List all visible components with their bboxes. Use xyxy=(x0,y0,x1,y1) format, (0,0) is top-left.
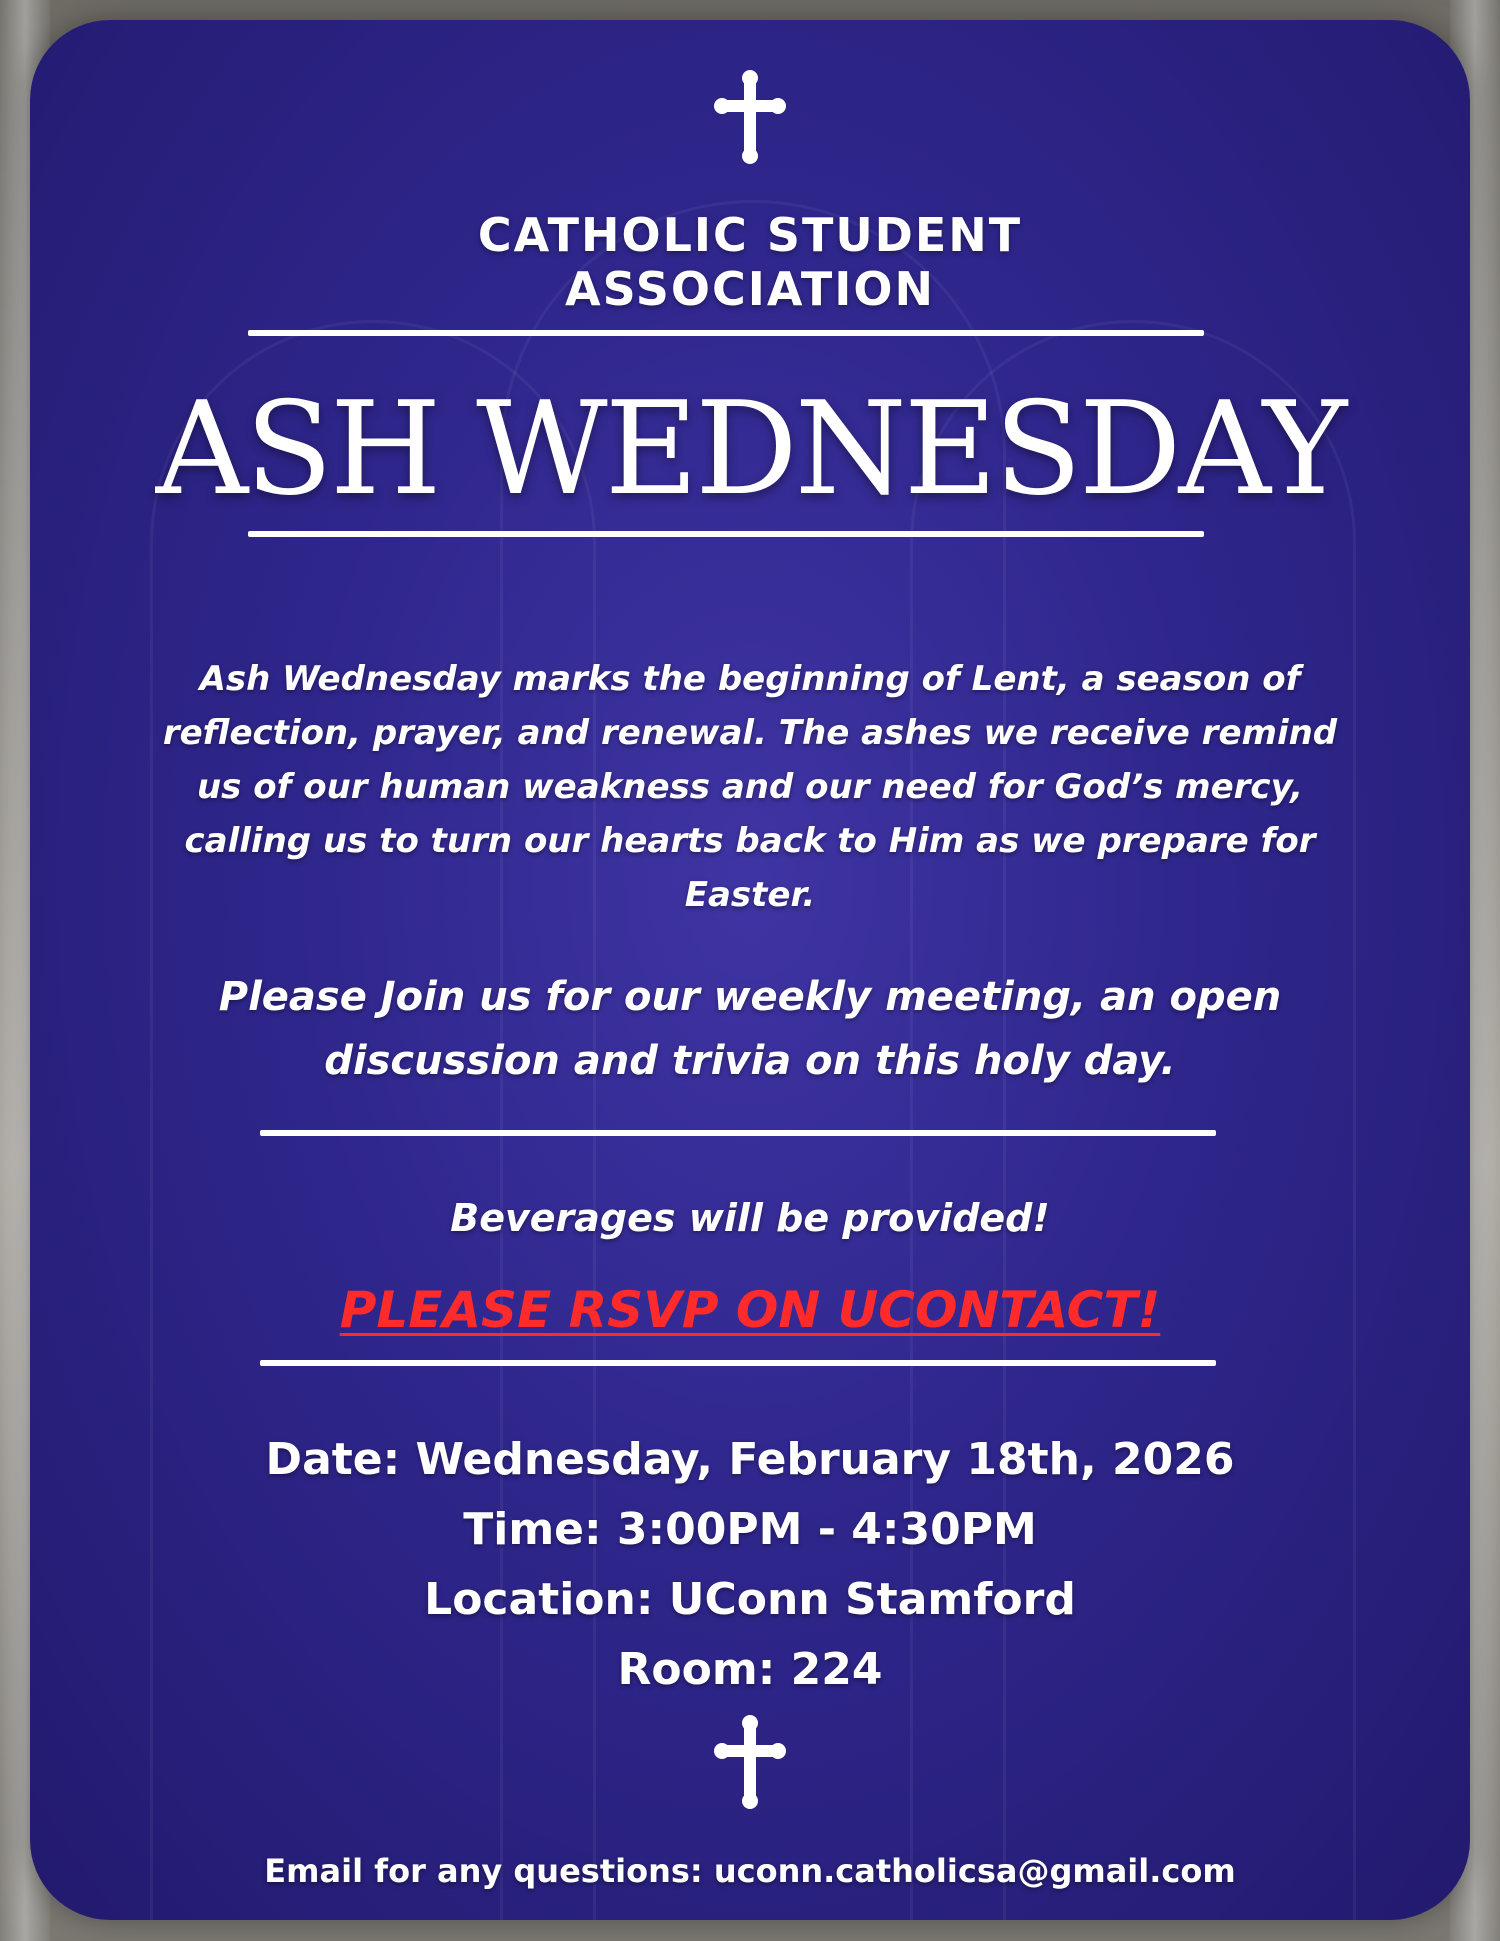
flyer-panel xyxy=(30,20,1470,1920)
beverages-note: Beverages will be provided! xyxy=(450,1196,1050,1240)
divider xyxy=(248,531,1204,537)
divider xyxy=(248,330,1204,336)
rsvp-link[interactable]: PLEASE RSVP ON UCONTACT! xyxy=(339,1281,1161,1339)
contact-email[interactable]: Email for any questions: uconn.catholicsa@gmail.com xyxy=(264,1852,1236,1890)
cross-icon xyxy=(714,70,786,164)
event-time: Time: 3:00PM - 4:30PM xyxy=(463,1504,1037,1555)
event-date: Date: Wednesday, February 18th, 2026 xyxy=(265,1434,1235,1485)
page-title: ASH WEDNESDAY xyxy=(155,375,1345,524)
organization-line-1: CATHOLIC STUDENT xyxy=(477,208,1023,262)
flyer-content xyxy=(30,20,1470,1920)
organization-line-2: ASSOCIATION xyxy=(565,262,935,316)
organization-name xyxy=(30,208,1470,316)
description-text: Ash Wednesday marks the beginning of Lent, a season of reflection, prayer, and renewal. The ashes we receive remind us of our human weakness and our need for God’s mercy, calling us to turn our hearts back to Him as we prepare for Easter. xyxy=(162,659,1338,915)
divider xyxy=(260,1360,1216,1366)
event-details xyxy=(30,1425,1470,1705)
event-location: Location: UConn Stamford xyxy=(424,1574,1076,1625)
cross-icon xyxy=(714,1715,786,1809)
event-room: Room: 224 xyxy=(617,1644,883,1695)
divider xyxy=(260,1130,1216,1136)
invitation-text: Please Join us for our weekly meeting, an open discussion and trivia on this holy day. xyxy=(218,974,1282,1084)
